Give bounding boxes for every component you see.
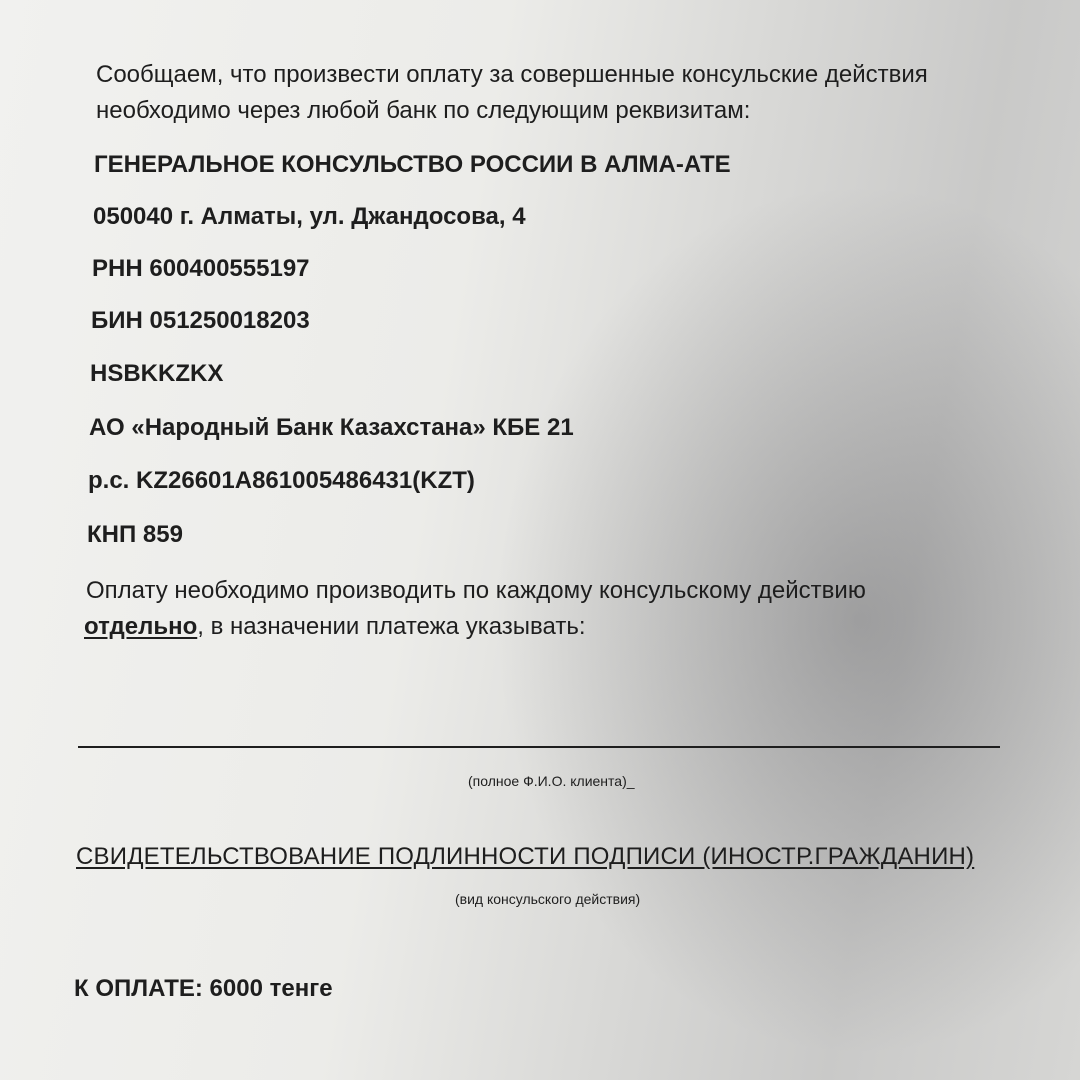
swift-code: HSBKKZKX: [90, 360, 224, 387]
intro-line-2: необходимо через любой банк по следующим реквизитам:: [96, 97, 751, 124]
bank-name: АО «Народный Банк Казахстана» КБЕ 21: [89, 414, 574, 441]
consular-action-caption: (вид консульского действия): [455, 891, 641, 907]
knp-code: КНП 859: [87, 521, 183, 548]
instruction-line-2: [84, 612, 586, 642]
consular-action-title: СВИДЕТЕЛЬСТВОВАНИЕ ПОДЛИННОСТИ ПОДПИСИ (ИНОСТР.ГРАЖДАНИН): [76, 843, 975, 870]
recipient-address: 050040 г. Алматы, ул. Джандосова, 4: [93, 203, 526, 230]
client-name-line: [78, 746, 1000, 748]
intro-line-1: Сообщаем, что произвести оплату за совершенные консульские действия: [96, 61, 928, 88]
payment-amount: 6000 тенге: [209, 975, 333, 1002]
account-number: р.с. KZ26601A861005486431(KZT): [88, 467, 475, 494]
instruction-emphasis: отдельно: [84, 613, 198, 640]
client-name-caption: (полное Ф.И.О. клиента)_: [468, 773, 635, 789]
instruction-line-1: Оплату необходимо производить по каждому консульскому действию: [86, 577, 866, 604]
recipient-name: ГЕНЕРАЛЬНОЕ КОНСУЛЬСТВО РОССИИ В АЛМА-АТЕ: [94, 151, 731, 178]
bin-number: БИН 051250018203: [91, 307, 310, 334]
payment-due: [74, 974, 333, 1004]
payment-label: К ОПЛАТЕ:: [74, 975, 203, 1002]
rnn-number: РНН 600400555197: [92, 255, 310, 282]
instruction-line-2-rest: , в назначении платежа указывать:: [197, 613, 586, 640]
